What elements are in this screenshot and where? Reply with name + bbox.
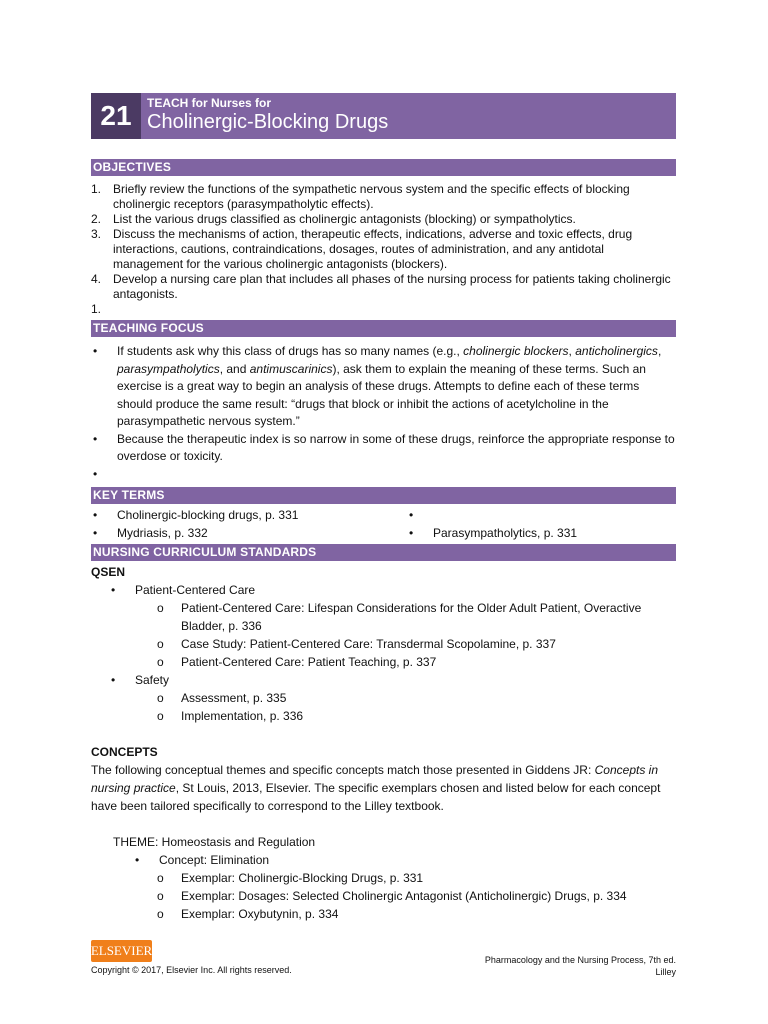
bullet-icon: • bbox=[111, 583, 116, 597]
objective-number: 1. bbox=[91, 182, 102, 196]
list-item bbox=[91, 525, 407, 543]
sub-bullet-icon: o bbox=[157, 871, 164, 885]
chapter-heading bbox=[141, 93, 388, 139]
text-run: anticholinergics bbox=[575, 344, 658, 358]
objective-number: 1. bbox=[91, 302, 102, 316]
footer-book-info bbox=[485, 954, 676, 978]
key-term: Parasympatholytics, p. 331 bbox=[433, 525, 578, 540]
objective-text: Discuss the mechanisms of action, therapeutic effects, indications, adverse and toxic effects, drug interactions, cautions, contraindications, dosages, routes of administration, and any antidotal management for the various cholinergic antagonists (blockers). bbox=[113, 227, 633, 271]
list-item bbox=[91, 431, 676, 466]
page bbox=[91, 93, 676, 923]
concepts-label: CONCEPTS bbox=[91, 745, 158, 759]
teaching-focus-heading: TEACHING FOCUS bbox=[91, 320, 676, 337]
list-item bbox=[91, 689, 676, 707]
text-run: , St Louis, 2013, Elsevier. The specific exemplars chosen and listed below for each concept have been tailored specifically to correspond to the Lilley textbook. bbox=[91, 781, 661, 813]
teaching-item-3 bbox=[117, 466, 676, 484]
list-item bbox=[91, 507, 407, 525]
key-term: Cholinergic-blocking drugs, p. 331 bbox=[117, 508, 299, 522]
standards-heading: NURSING CURRICULUM STANDARDS bbox=[91, 544, 676, 561]
list-item bbox=[91, 869, 676, 887]
key-term: Mydriasis, p. 332 bbox=[117, 525, 208, 540]
exemplar-item: Exemplar: Oxybutynin, p. 334 bbox=[181, 907, 339, 921]
bullet-icon: • bbox=[135, 853, 140, 867]
list-item bbox=[407, 525, 676, 543]
concepts-paragraph bbox=[91, 761, 676, 815]
list-item bbox=[91, 887, 676, 905]
concept-item: Concept: Elimination bbox=[159, 853, 270, 867]
bullet-icon: • bbox=[93, 525, 98, 540]
list-item bbox=[91, 599, 676, 635]
key-terms-right bbox=[407, 507, 676, 542]
text-run: Concepts in nursing practice bbox=[91, 763, 658, 795]
exemplar-item: Exemplar: Dosages: Selected Cholinergic Antagonist (Anticholinergic) Drugs, p. 334 bbox=[181, 889, 627, 903]
bullet-icon: • bbox=[409, 508, 414, 522]
qsen-item: Patient-Centered Care: Patient Teaching, p. 337 bbox=[181, 655, 437, 669]
teaching-item-2: Because the therapeutic index is so narrow in some of these drugs, reinforce the appropriate response to overdose or toxicity. bbox=[117, 431, 675, 463]
qsen-label: QSEN bbox=[91, 565, 126, 579]
sub-bullet-icon: o bbox=[157, 907, 164, 921]
key-term bbox=[433, 507, 676, 525]
objective-number: 3. bbox=[91, 227, 102, 241]
objective-item bbox=[91, 272, 676, 302]
book-title: Pharmacology and the Nursing Process, 7th ed. bbox=[484, 955, 676, 965]
chapter-banner bbox=[91, 93, 676, 139]
sub-bullet-icon: o bbox=[157, 601, 164, 615]
text-run: If students ask why this class of drugs has so many names (e.g., bbox=[117, 344, 464, 358]
bullet-icon: • bbox=[93, 431, 98, 446]
chapter-number: 21 bbox=[91, 93, 141, 139]
text-run: , bbox=[657, 344, 662, 358]
objective-item bbox=[91, 302, 676, 317]
objectives-list bbox=[91, 182, 676, 317]
qsen-item: Assessment, p. 335 bbox=[181, 691, 287, 705]
key-terms-left bbox=[91, 507, 407, 542]
bullet-icon: • bbox=[93, 344, 98, 358]
sub-bullet-icon: o bbox=[157, 655, 164, 669]
teaching-focus-list bbox=[91, 343, 676, 483]
list-item bbox=[91, 466, 676, 484]
bullet-icon: • bbox=[409, 525, 414, 540]
objective-number: 4. bbox=[91, 272, 102, 286]
sub-bullet-icon: o bbox=[157, 691, 164, 705]
text-run: , and bbox=[219, 361, 250, 376]
key-terms-heading: KEY TERMS bbox=[91, 487, 676, 504]
list-item bbox=[91, 851, 676, 869]
qsen-item: Implementation, p. 336 bbox=[181, 709, 304, 723]
list-item bbox=[407, 507, 676, 525]
sub-bullet-icon: o bbox=[157, 709, 164, 723]
objective-text: Develop a nursing care plan that includes all phases of the nursing process for patients taking cholinergic antagonists. bbox=[113, 272, 671, 301]
text-run: , bbox=[568, 344, 576, 358]
list-item bbox=[91, 581, 676, 599]
list-item bbox=[91, 905, 676, 923]
chapter-title: Cholinergic-Blocking Drugs bbox=[147, 111, 389, 133]
qsen-group: Safety bbox=[135, 673, 170, 687]
bullet-icon: • bbox=[93, 466, 98, 481]
qsen-item: Patient-Centered Care: Lifespan Considerations for the Older Adult Patient, Overactive Bladder, p. 336 bbox=[181, 601, 642, 633]
text-run: parasympatholytics bbox=[117, 361, 220, 376]
qsen-group: Patient-Centered Care bbox=[135, 583, 256, 597]
list-item bbox=[91, 653, 676, 671]
elsevier-logo: ELSEVIER bbox=[91, 940, 152, 962]
chapter-subtitle: TEACH for Nurses for bbox=[147, 96, 272, 110]
text-run: cholinergic blockers bbox=[463, 344, 569, 358]
objectives-heading: OBJECTIVES bbox=[91, 159, 676, 176]
list-item bbox=[91, 343, 676, 431]
objective-item bbox=[91, 182, 676, 212]
text-run: antimuscarinics bbox=[249, 361, 333, 376]
bullet-icon: • bbox=[111, 673, 116, 687]
bullet-icon: • bbox=[93, 508, 98, 522]
key-terms bbox=[91, 507, 676, 542]
list-item bbox=[91, 707, 676, 725]
book-author: Lilley bbox=[655, 967, 676, 977]
objective-item bbox=[91, 227, 676, 272]
objective-text bbox=[113, 302, 676, 317]
objective-item bbox=[91, 212, 676, 227]
theme-label: THEME: Homeostasis and Regulation bbox=[113, 835, 316, 849]
list-item bbox=[91, 635, 676, 653]
qsen-item: Case Study: Patient-Centered Care: Transdermal Scopolamine, p. 337 bbox=[181, 637, 556, 651]
footer bbox=[91, 940, 676, 975]
sub-bullet-icon: o bbox=[157, 889, 164, 903]
copyright: Copyright © 2017, Elsevier Inc. All rights reserved. bbox=[91, 965, 292, 975]
objective-text: List the various drugs classified as cholinergic antagonists (blocking) or sympatholytics. bbox=[113, 212, 576, 226]
list-item bbox=[91, 671, 676, 689]
sub-bullet-icon: o bbox=[157, 637, 164, 651]
objective-text: Briefly review the functions of the sympathetic nervous system and the specific effects of blocking cholinergic receptors (parasympatholytic effects). bbox=[113, 182, 630, 211]
text-run: ), ask them to explain the meaning of these terms. Such an exercise is a great way to begin an analysis of these drugs. Attempts to define each of these terms should produce the same result: “drugs that block or inhibit the actions of acetylcholine in the parasympathetic nervous system.” bbox=[117, 361, 646, 428]
exemplar-item: Exemplar: Cholinergic-Blocking Drugs, p. 331 bbox=[181, 871, 424, 885]
text-run: The following conceptual themes and specific concepts match those presented in Giddens JR: bbox=[91, 763, 595, 777]
objective-number: 2. bbox=[91, 212, 102, 226]
standards-body bbox=[91, 563, 676, 923]
teaching-item-1 bbox=[117, 343, 676, 431]
